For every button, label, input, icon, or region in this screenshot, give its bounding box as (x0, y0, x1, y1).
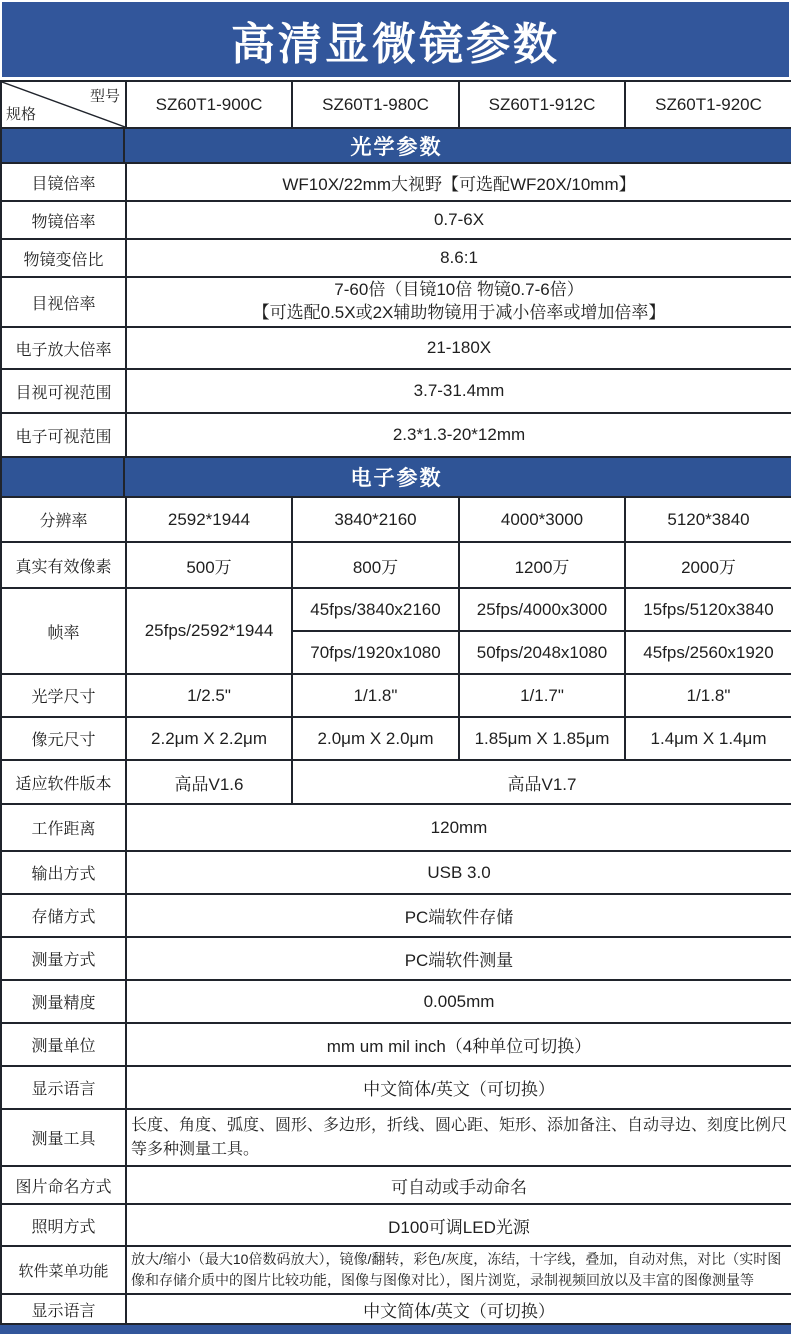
row-value: 3.7-31.4mm (126, 369, 791, 413)
model-name-1: SZ60T1-900C (126, 81, 292, 128)
row-visual-magnification (1, 277, 791, 327)
frame-rate-col1: 25fps/2592*1944 (126, 588, 292, 674)
row-value: 0.7-6X (126, 201, 791, 239)
pixels-value-1: 500万 (126, 542, 292, 588)
row-value: 中文简体/英文（可切换） (126, 1066, 791, 1109)
row-label: 测量工具 (1, 1109, 126, 1166)
resolution-value-2: 3840*2160 (292, 497, 459, 542)
corner-label-spec: 规格 (6, 106, 37, 123)
model-name-2: SZ60T1-980C (292, 81, 459, 128)
software-version-rest: 高品V1.7 (292, 760, 791, 804)
row-optical-size (1, 674, 791, 717)
pixel-size-1: 2.2μm X 2.2μm (126, 717, 292, 760)
row-measure-precision (1, 980, 791, 1023)
page-title-text: 高清显微镜参数 (231, 19, 560, 69)
row-label: 存储方式 (1, 894, 126, 937)
frame-rate-r2c2: 70fps/1920x1080 (292, 631, 459, 674)
row-measure-mode (1, 937, 791, 980)
row-resolution (1, 497, 791, 542)
visual-magnification-line2: 【可选配0.5X或2X辅助物镜用于减小倍率或增加倍率】 (252, 303, 666, 322)
row-eyepiece-magnification (1, 163, 791, 201)
resolution-value-1: 2592*1944 (126, 497, 292, 542)
row-value: 放大/缩小（最大10倍数码放大），镜像/翻转，彩色/灰度，冻结，十字线，叠加，自动对焦，对比（实时图像和存储介质中的图片比较功能，图像与图像对比），图片浏览，录制视频回放以及丰富的图像测量等 (126, 1246, 791, 1294)
row-display-language (1, 1066, 791, 1109)
row-software-menu-functions (1, 1246, 791, 1294)
row-objective-magnification (1, 201, 791, 239)
visual-magnification-line1: 7-60倍（目镜10倍 物镜0.7-6倍） (334, 280, 584, 300)
row-label: 测量精度 (1, 980, 126, 1023)
optical-section-header-row (1, 128, 791, 163)
pixel-size-2: 2.0μm X 2.0μm (292, 717, 459, 760)
row-value: D100可调LED光源 (126, 1204, 791, 1246)
page-title (2, 2, 789, 77)
row-value: WF10X/22mm大视野【可选配WF20X/10mm】 (126, 163, 791, 201)
optical-size-1: 1/2.5" (126, 674, 292, 717)
row-value: USB 3.0 (126, 851, 791, 894)
row-value: PC端软件测量 (126, 937, 791, 980)
row-measure-tools (1, 1109, 791, 1166)
row-value: 21-180X (126, 327, 791, 369)
electronic-section-header-row (1, 457, 791, 497)
row-label: 真实有效像素 (1, 542, 126, 588)
row-label: 显示语言 (1, 1294, 126, 1324)
row-value (126, 277, 791, 327)
frame-rate-r1c3: 25fps/4000x3000 (459, 588, 625, 631)
optical-section-title: 光学参数 (350, 135, 443, 159)
row-label: 目视倍率 (1, 277, 126, 327)
row-label: 物镜倍率 (1, 201, 126, 239)
row-illumination (1, 1204, 791, 1246)
row-value: PC端软件存储 (126, 894, 791, 937)
optical-size-4: 1/1.8" (625, 674, 791, 717)
frame-rate-r1c4: 15fps/5120x3840 (625, 588, 791, 631)
row-label: 软件菜单功能 (1, 1246, 126, 1294)
corner-cell (1, 81, 126, 128)
row-zoom-ratio (1, 239, 791, 277)
row-digital-magnification (1, 327, 791, 369)
optical-size-2: 1/1.8" (292, 674, 459, 717)
row-value: 2.3*1.3-20*12mm (126, 413, 791, 457)
row-label: 测量单位 (1, 1023, 126, 1066)
pixels-value-2: 800万 (292, 542, 459, 588)
row-visual-field-range (1, 369, 791, 413)
software-version-col1: 高品V1.6 (126, 760, 292, 804)
row-label: 光学尺寸 (1, 674, 126, 717)
row-label: 图片命名方式 (1, 1166, 126, 1204)
row-label: 显示语言 (1, 1066, 126, 1109)
row-value: 中文简体/英文（可切换） (126, 1294, 791, 1324)
row-frame-rate-1 (1, 588, 791, 631)
row-label: 适应软件版本 (1, 760, 126, 804)
row-value: mm um mil inch（4种单位可切换） (126, 1023, 791, 1066)
row-display-language-2 (1, 1294, 791, 1324)
frame-rate-r2c3: 50fps/2048x1080 (459, 631, 625, 674)
row-value: 长度、角度、弧度、圆形、多边形，折线、圆心距、矩形、添加备注、自动寻边、刻度比例尺等多种测量工具。 (126, 1109, 791, 1166)
frame-rate-r2c4: 45fps/2560x1920 (625, 631, 791, 674)
row-software-version (1, 760, 791, 804)
model-name-4: SZ60T1-920C (625, 81, 791, 128)
frame-rate-r1c2: 45fps/3840x2160 (292, 588, 459, 631)
row-storage-mode (1, 894, 791, 937)
row-working-distance (1, 804, 791, 851)
optical-size-3: 1/1.7" (459, 674, 625, 717)
corner-label-model: 型号 (89, 88, 120, 105)
resolution-value-4: 5120*3840 (625, 497, 791, 542)
electronic-section-header (1, 457, 791, 497)
row-label: 测量方式 (1, 937, 126, 980)
row-label: 工作距离 (1, 804, 126, 851)
row-output-mode (1, 851, 791, 894)
row-value: 0.005mm (126, 980, 791, 1023)
bottom-accent-strip (0, 1325, 791, 1334)
optical-section-header (1, 128, 791, 163)
row-label: 物镜变倍比 (1, 239, 126, 277)
pixel-size-3: 1.85μm X 1.85μm (459, 717, 625, 760)
row-digital-field-range (1, 413, 791, 457)
row-label: 目视可视范围 (1, 369, 126, 413)
row-label: 输出方式 (1, 851, 126, 894)
header-row (1, 81, 791, 128)
row-label: 电子放大倍率 (1, 327, 126, 369)
row-label: 照明方式 (1, 1204, 126, 1246)
row-image-naming (1, 1166, 791, 1204)
section-bar-divider (123, 129, 125, 162)
section-bar-divider (123, 458, 125, 496)
pixels-value-3: 1200万 (459, 542, 625, 588)
spec-table (0, 80, 791, 1325)
row-label: 像元尺寸 (1, 717, 126, 760)
row-pixel-size (1, 717, 791, 760)
row-measure-units (1, 1023, 791, 1066)
pixels-value-4: 2000万 (625, 542, 791, 588)
row-label: 分辨率 (1, 497, 126, 542)
row-label: 帧率 (1, 588, 126, 674)
row-value: 可自动或手动命名 (126, 1166, 791, 1204)
row-label: 电子可视范围 (1, 413, 126, 457)
row-value: 8.6:1 (126, 239, 791, 277)
model-name-3: SZ60T1-912C (459, 81, 625, 128)
resolution-value-3: 4000*3000 (459, 497, 625, 542)
row-label: 目镜倍率 (1, 163, 126, 201)
row-value: 120mm (126, 804, 791, 851)
pixel-size-4: 1.4μm X 1.4μm (625, 717, 791, 760)
electronic-section-title: 电子参数 (350, 467, 443, 490)
row-effective-pixels (1, 542, 791, 588)
